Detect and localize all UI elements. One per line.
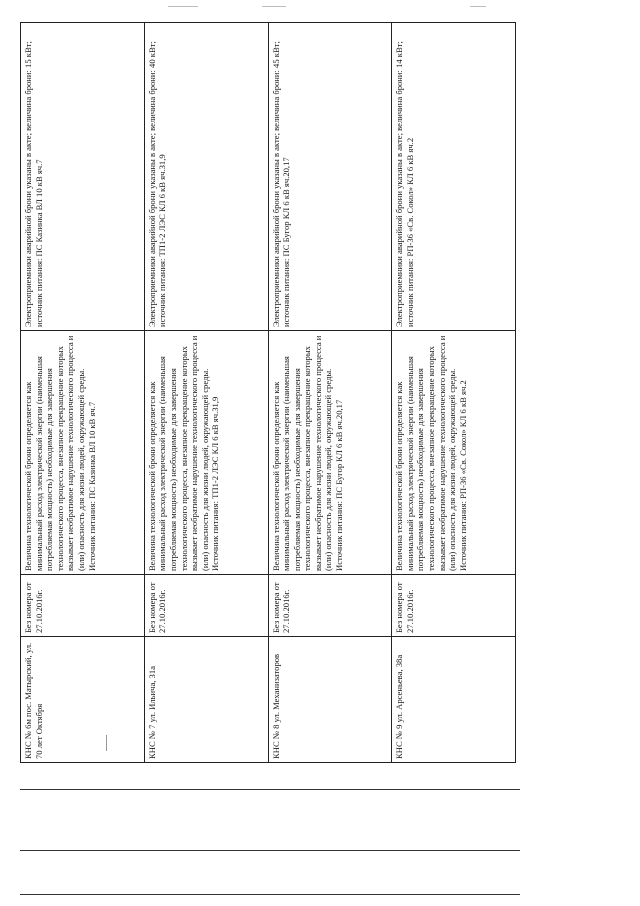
scan-mark: [262, 6, 286, 7]
table-row: [268, 23, 392, 763]
scan-mark: [106, 735, 107, 751]
rotated-table-container: [20, 23, 516, 763]
table-row: [392, 23, 516, 763]
description-cell: Величина технологической брони определяется как минимальный расход электрической энергии (наименьшая потребляемая мощность) необходимые для завершения технологического процесса, внезапное прекращение которых вызывает необратимое нарушение технологического процесса и (или) опасность для жизни людей, окружающей среды. Источник питания: ПС Бугор КЛ 6 кВ яч.20,17: [268, 331, 392, 575]
document-cell: Без номера от 27.10.2016г.: [268, 575, 392, 637]
signature-line: [20, 789, 520, 790]
station-name-cell: КНС № 9 ул. Арсеньева, 38а: [392, 637, 516, 763]
description-cell: Величина технологической брони определяется как минимальный расход электрической энергии (наименьшая потребляемая мощность) необходимые для завершения технологического процесса, внезапное прекращение которых вызывает необратимое нарушение технологического процесса и (или) опасность для жизни людей, окружающей среды. Источник питания: РП-36 «Св. Сокол» КЛ 6 кВ яч.2: [392, 331, 516, 575]
table-row: [21, 23, 145, 763]
station-name-cell: КНС № 7 ул. Ильича, 31а: [144, 637, 268, 763]
document-cell: Без номера от 27.10.2016г.: [144, 575, 268, 637]
scan-mark: [470, 6, 486, 7]
station-name-cell: КНС № 6м пос. Матырский, ул. 70 лет Октября: [21, 637, 145, 763]
reservation-table: [20, 22, 516, 763]
scan-mark: [168, 6, 198, 7]
description-cell: Величина технологической брони определяется как минимальный расход электрической энергии (наименьшая потребляемая мощность) необходимые для завершения технологического процесса, внезапное прекращение которых вызывает необратимое нарушение технологического процесса и (или) опасность для жизни людей, окружающей среды. Источник питания: ПС Казинка ВЛ 10 кВ яч.7: [21, 331, 145, 575]
note-cell: Электроприемники аварийной брони указаны в акте; величина брони: 45 кВт; источник питания: ПС Бугор КЛ 6 кВ яч.20,17: [268, 23, 392, 331]
signature-line: [20, 850, 520, 851]
note-cell: Электроприемники аварийной брони указаны в акте; величина брони: 15 кВт; источник питания: ПС Казинка ВЛ 10 кВ яч.7: [21, 23, 145, 331]
station-name-cell: КНС № 8 ул. Механизаторов: [268, 637, 392, 763]
description-cell: Величина технологической брони определяется как минимальный расход электрической энергии (наименьшая потребляемая мощность) необходимые для завершения технологического процесса, внезапное прекращение которых вызывает необратимое нарушение технологического процесса и (или) опасность для жизни людей, окружающей среды. Источник питания: ТП1-2 ЛЭС КЛ 6 кВ яч.31,9: [144, 331, 268, 575]
document-cell: Без номера от 27.10.2016г.: [21, 575, 145, 637]
note-cell: Электроприемники аварийной брони указаны в акте; величина брони: 14 кВт; источник питания: РП-36 «Св. Сокол» КЛ 6 кВ яч.2: [392, 23, 516, 331]
signature-line: [20, 894, 520, 895]
table-row: [144, 23, 268, 763]
document-cell: Без номера от 27.10.2016г.: [392, 575, 516, 637]
note-cell: Электроприемники аварийной брони указаны в акте; величина брони: 40 кВт; источник питания: ТП1-2 ЛЭС КЛ 6 кВ яч.31,9: [144, 23, 268, 331]
